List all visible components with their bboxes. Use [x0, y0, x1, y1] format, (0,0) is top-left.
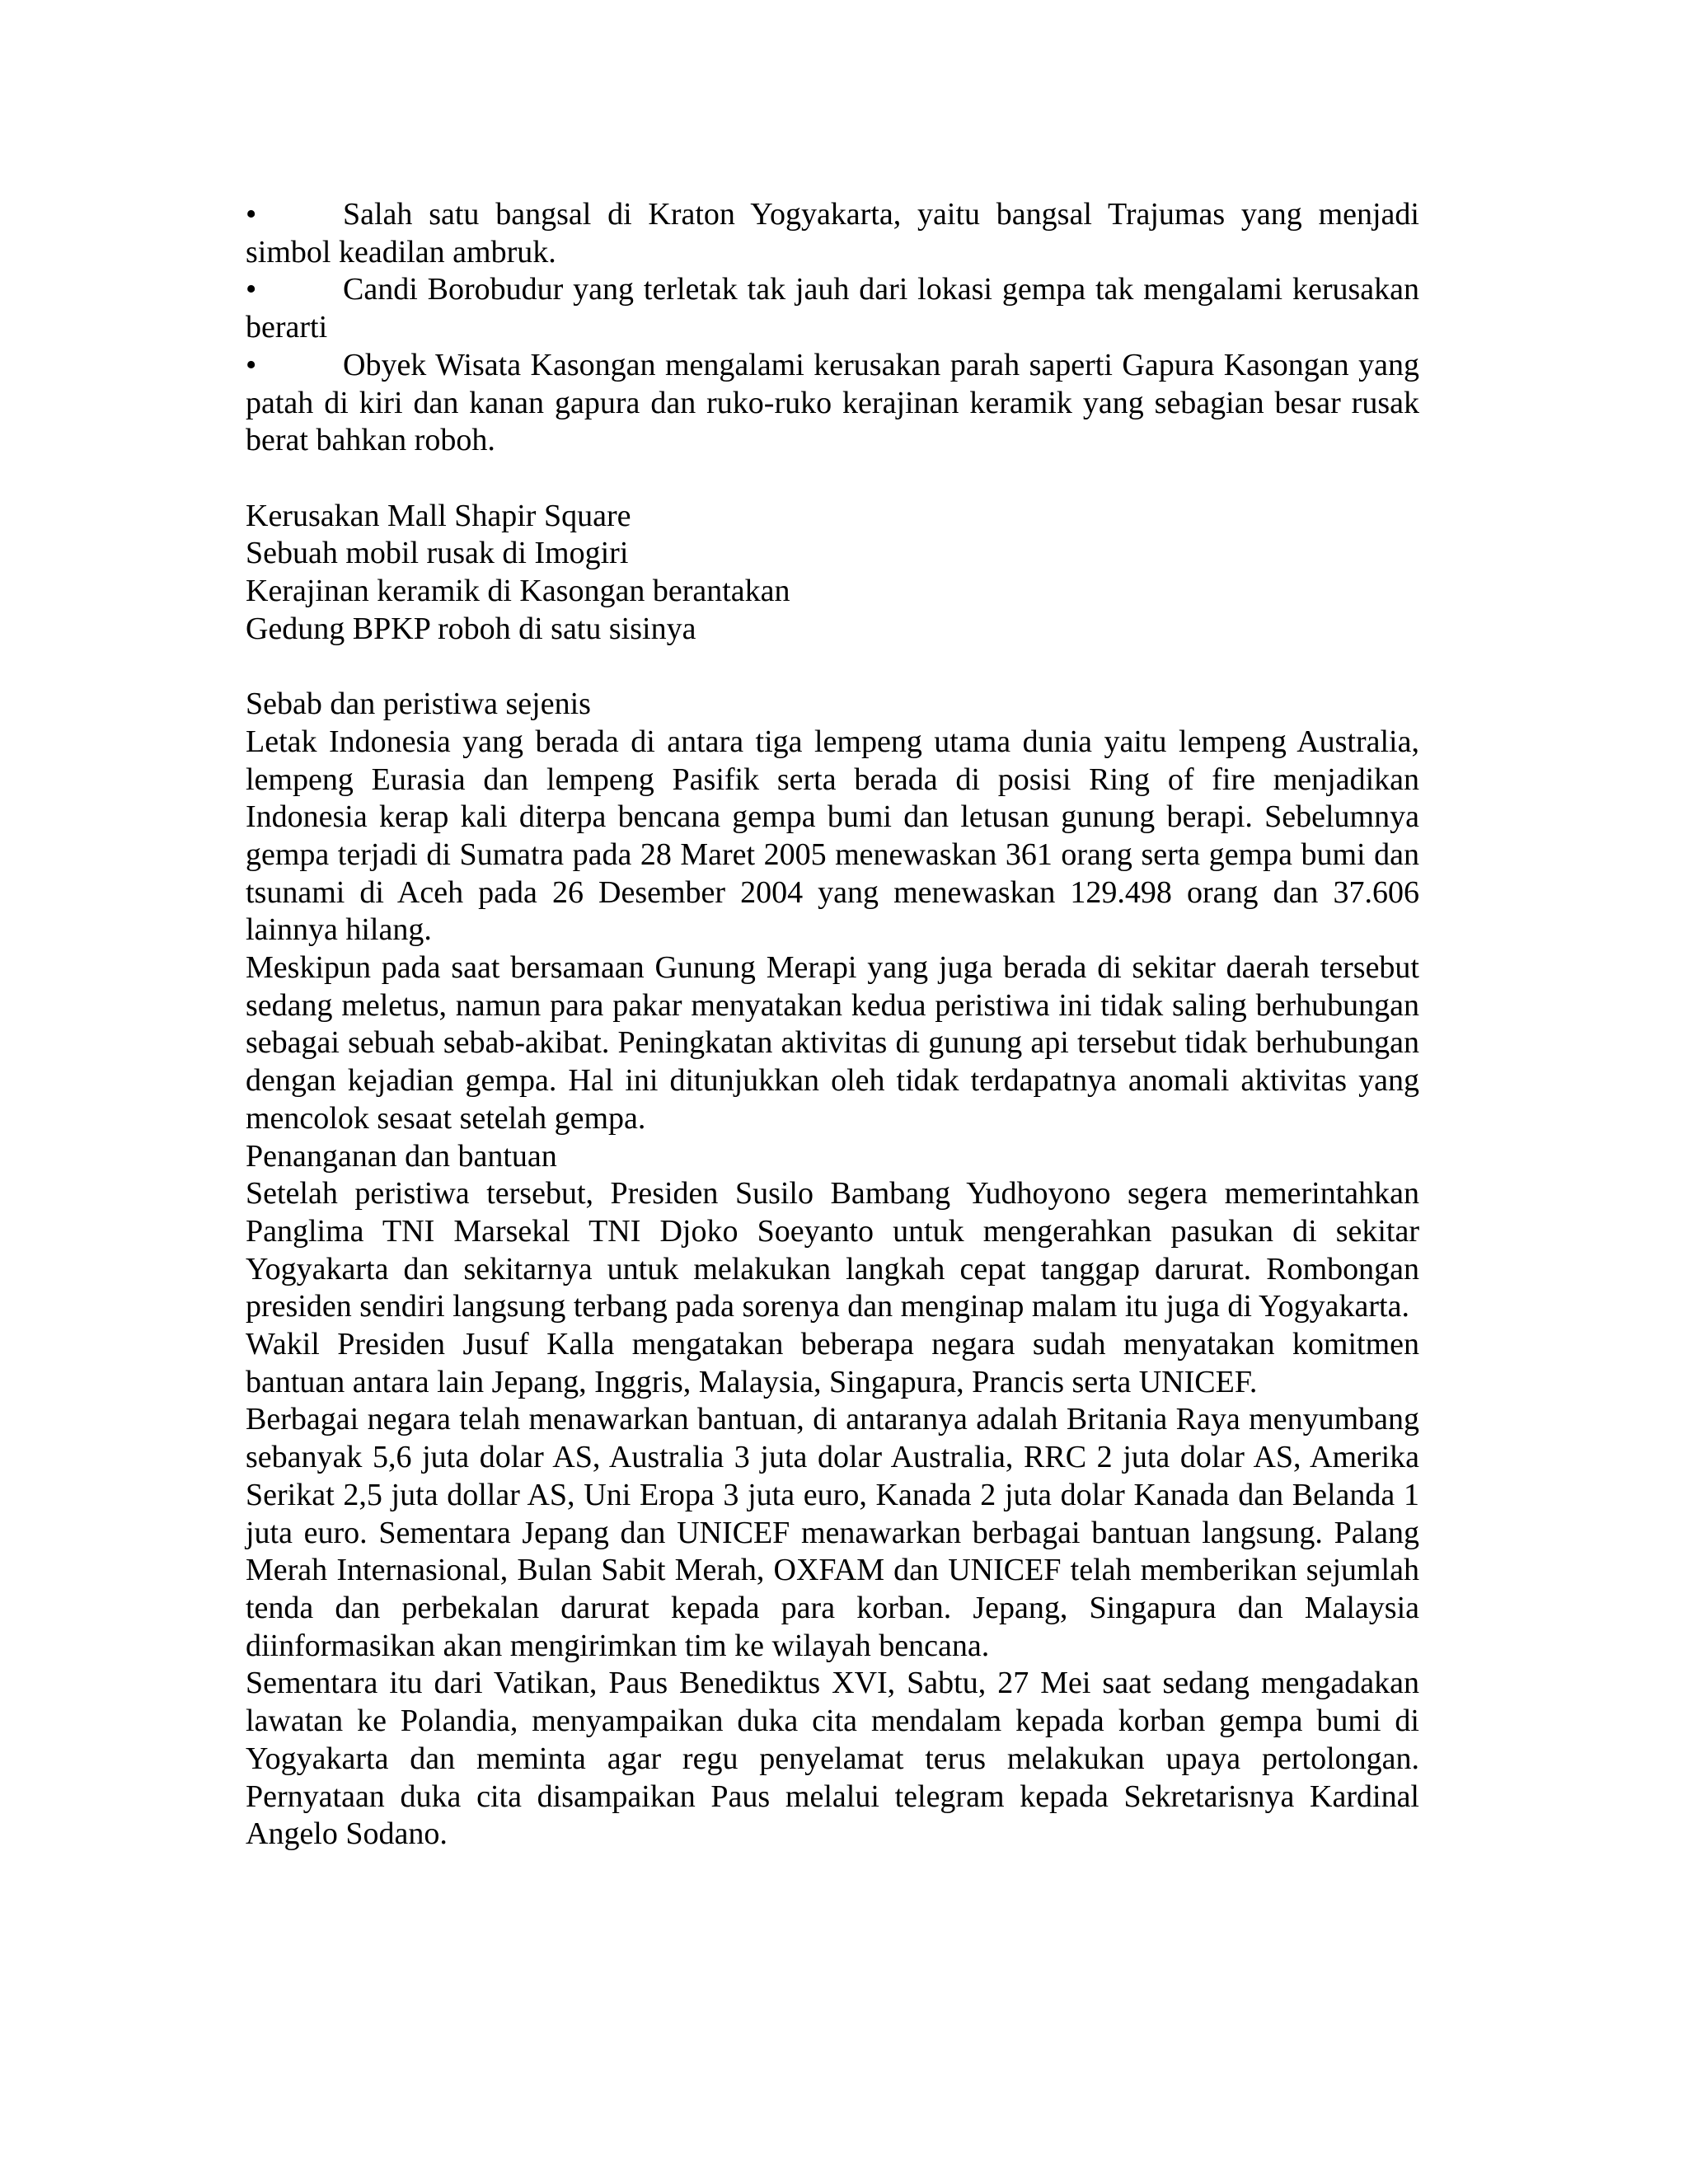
caption-line: Kerusakan Mall Shapir Square — [246, 498, 631, 533]
paragraph: Letak Indonesia yang berada di antara tiga lempeng utama dunia yaitu lempeng Australia, lempeng Eurasia dan lempeng Pasifik serta berada di posisi Ring of fire menjadikan Indonesia kerap kali diterpa bencana gempa bumi dan letusan gunung berapi. Sebelumnya gempa terjadi di Sumatra pada 28 Maret 2005 menewaskan 361 orang serta gempa bumi dan tsunami di Aceh pada 26 Desember 2004 yang menewaskan 129.498 orang dan 37.606 lainnya hilang. — [246, 724, 1419, 948]
bullet-list — [246, 196, 1419, 460]
bullet-item — [246, 271, 1419, 346]
paragraph: Setelah peristiwa tersebut, Presiden Susilo Bambang Yudhoyono segera memerintahkan Panglima TNI Marsekal TNI Djoko Soeyanto untuk mengerahkan pasukan di sekitar Yogyakarta dan sekitarnya untuk melakukan langkah cepat tanggap darurat. Rombongan presiden sendiri langsung terbang pada sorenya dan menginap malam itu juga di Yogyakarta. — [246, 1176, 1419, 1324]
section-cause — [246, 686, 1419, 1137]
caption-line: Kerajinan keramik di Kasongan berantakan — [246, 574, 790, 609]
bullet-item — [246, 347, 1419, 460]
bullet-text: Obyek Wisata Kasongan mengalami kerusakan parah saperti Gapura Kasongan yang patah di kiri dan kanan gapura dan ruko-ruko kerajinan keramik yang sebagian besar rusak berat bahkan roboh. — [246, 347, 1419, 458]
caption-line: Sebuah mobil rusak di Imogiri — [246, 536, 629, 571]
paragraph: Wakil Presiden Jusuf Kalla mengatakan beberapa negara sudah menyatakan komitmen bantuan antara lain Jepang, Inggris, Malaysia, Singapura, Prancis serta UNICEF. — [246, 1327, 1419, 1399]
section-heading: Sebab dan peristiwa sejenis — [246, 687, 591, 722]
bullet-mark: • — [246, 197, 257, 232]
document-page — [246, 196, 1419, 1854]
spacer — [246, 460, 1419, 498]
caption-line: Gedung BPKP roboh di satu sisinya — [246, 611, 696, 646]
section-heading: Penanganan dan bantuan — [246, 1138, 557, 1174]
paragraph: Meskipun pada saat bersamaan Gunung Merapi yang juga berada di sekitar daerah tersebut sedang meletus, namun para pakar menyatakan kedua peristiwa ini tidak saling berhubungan sebagai sebuah sebab-akibat. Peningkatan aktivitas di gunung api tersebut tidak berhubungan dengan kejadian gempa. Hal ini ditunjukkan oleh tidak terdapatnya anomali aktivitas yang mencolok sesaat setelah gempa. — [246, 950, 1419, 1136]
caption-list — [246, 498, 1419, 649]
paragraph: Berbagai negara telah menawarkan bantuan, di antaranya adalah Britania Raya menyumbang sebanyak 5,6 juta dolar AS, Australia 3 juta dolar Australia, RRC 2 juta dolar AS, Amerika Serikat 2,5 juta dollar AS, Uni Eropa 3 juta euro, Kanada 2 juta dolar Kanada dan Belanda 1 juta euro. Sementara Jepang dan UNICEF menawarkan berbagai bantuan langsung. Palang Merah Internasional, Bulan Sabit Merah, OXFAM dan UNICEF telah memberikan sejumlah tenda dan perbekalan darurat kepada para korban. Jepang, Singapura dan Malaysia diinformasikan akan mengirimkan tim ke wilayah bencana. — [246, 1402, 1419, 1663]
bullet-mark: • — [246, 272, 257, 307]
paragraph: Sementara itu dari Vatikan, Paus Benediktus XVI, Sabtu, 27 Mei saat sedang mengadakan lawatan ke Polandia, menyampaikan duka cita mendalam kepada korban gempa bumi di Yogyakarta dan meminta agar regu penyelamat terus melakukan upaya pertolongan. Pernyataan duka cita disampaikan Paus melalui telegram kepada Sekretarisnya Kardinal Angelo Sodano. — [246, 1666, 1419, 1852]
bullet-item — [246, 196, 1419, 271]
bullet-text: Salah satu bangsal di Kraton Yogyakarta, yaitu bangsal Trajumas yang menjadi simbol keadilan ambruk. — [246, 197, 1419, 269]
bullet-text: Candi Borobudur yang terletak tak jauh dari lokasi gempa tak mengalami kerusakan berarti — [246, 272, 1419, 345]
bullet-mark: • — [246, 347, 257, 382]
section-response — [246, 1138, 1419, 1854]
spacer — [246, 648, 1419, 686]
